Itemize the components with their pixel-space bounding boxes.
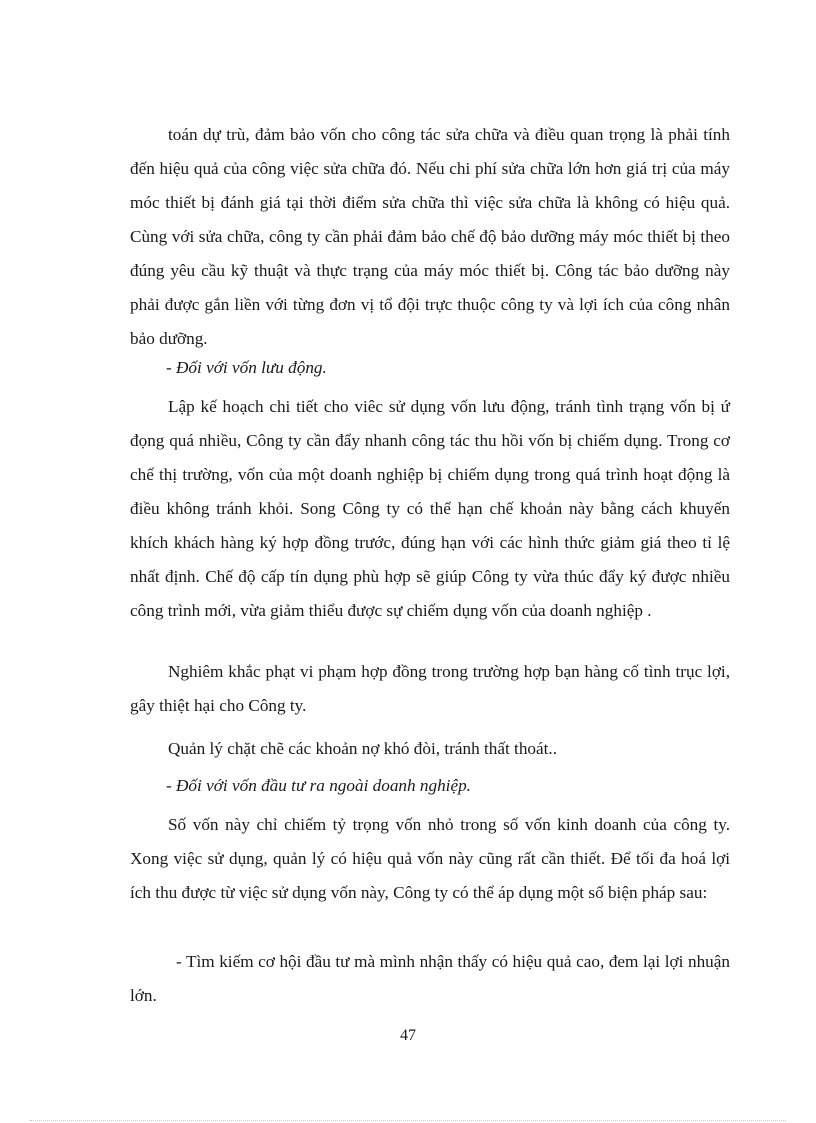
paragraph-bad-debt: Quản lý chặt chẽ các khoản nợ khó đòi, tránh thất thoát.. (168, 739, 558, 758)
paragraph-equipment-maintenance: toán dự trù, đảm bảo vốn cho công tác sửa chữa và điều quan trọng là phải tính đến hiệu quả của công việc sửa chữa đó. Nếu chi phí sửa chữa lớn hơn giá trị của máy móc thiết bị đánh giá tại thời điểm sửa chữa thì việc sửa chữa là không có hiệu quả. Cùng với sửa chữa, công ty cần phải đảm bảo chế độ bảo dưỡng máy móc thiết bị theo đúng yêu cầu kỹ thuật và thực trạng của máy móc thiết bị. Công tác bảo dưỡng này phải được gắn liền với từng đơn vị tổ đội trực thuộc công ty và lợi ích của công nhân bảo dưỡng. (130, 125, 730, 348)
paragraph-working-capital-plan: Lập kế hoạch chi tiết cho viêc sử dụng vốn lưu động, tránh tình trạng vốn bị ứ đọng quá nhiều, Công ty cần đẩy nhanh công tác thu hồi vốn bị chiếm dụng. Trong cơ chế thị trường, vốn của một doanh nghiệp bị chiếm dụng trong quá trình hoạt động là điều không tránh khỏi. Song Công ty có thể hạn chế khoản này bằng cách khuyến khích khách hàng ký hợp đồng trước, đúng hạn với các hình thức giảm giá theo tỉ lệ nhất định. Chế độ cấp tín dụng phù hợp sẽ giúp Công ty vừa thúc đẩy ký được nhiều công trình mới, vừa giảm thiểu được sự chiếm dụng vốn của doanh nghiệp . (130, 397, 730, 620)
list-item-find-opportunities: - Tìm kiếm cơ hội đầu tư mà mình nhận thấy có hiệu quả cao, đem lại lợi nhuận lớn. (130, 952, 730, 1005)
page-bottom-divider (30, 1120, 786, 1121)
page-number: 47 (400, 1027, 416, 1044)
section-heading-external-investment: - Đối với vốn đầu tư ra ngoài doanh nghiệp. (166, 776, 471, 795)
paragraph-external-investment: Số vốn này chỉ chiếm tỷ trọng vốn nhỏ trong số vốn kinh doanh của công ty. Xong việc sử dụng, quản lý có hiệu quả vốn này cũng rất cần thiết. Để tối đa hoá lợi ích thu được từ việc sử dụng vốn này, Công ty có thể áp dụng một số biện pháp sau: (130, 815, 730, 902)
paragraph-contract-penalty: Nghiêm khắc phạt vi phạm hợp đồng trong trường hợp bạn hàng cố tình trục lợi, gây thiệt hại cho Công ty. (130, 662, 730, 715)
section-heading-working-capital: - Đối với vốn lưu động. (166, 358, 327, 377)
